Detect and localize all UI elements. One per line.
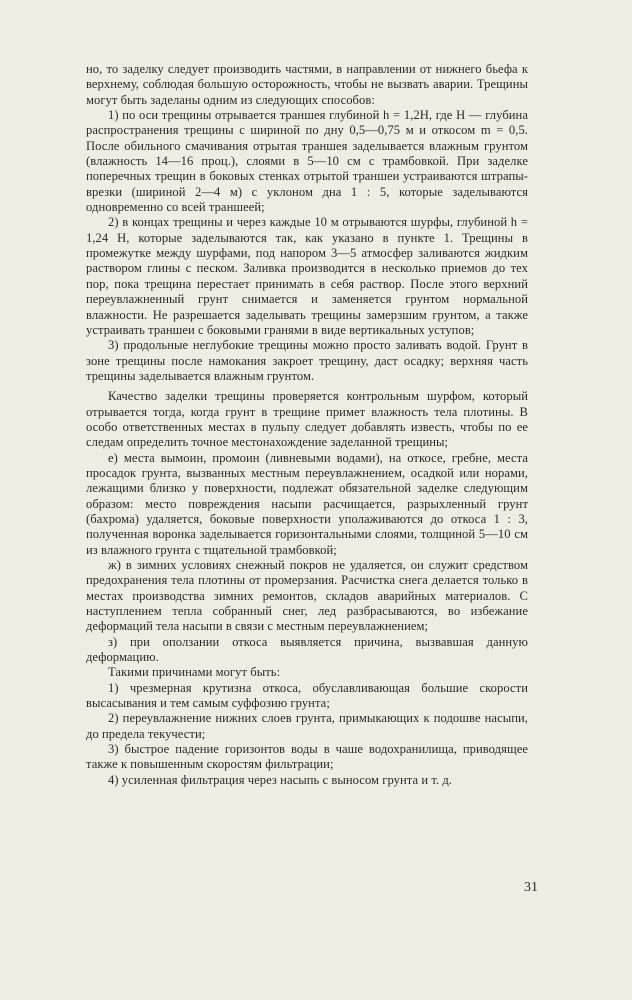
paragraph-cause-4: 4) усиленная фильтрация через насыпь с выносом грунта и т. д. bbox=[108, 772, 452, 787]
paragraph-method-2: 2) в концах трещины и через каждые 10 м отрываются шурфы, глубиной h = 1,24 H, которые заделываются так, как указано в пункте 1. Трещины в промежутке между шурфами, под напором 3—5 атмосфер заливаются жидким раствором глины с песком. Заливка производится в несколько приемов до тех пор, пока трещина перестает принимать в себя раствор. После этого верхний переувлажненный грунт снимается и заменяется грунтом нормальной влажности. Не разрешается заделывать трещины замерзшим грунтом, а также устраивать траншеи с боковыми гранями в виде вертикальных уступов; bbox=[86, 215, 528, 337]
page-number: 31 bbox=[524, 880, 538, 895]
paragraph-causes-intro: Такими причинами могут быть: bbox=[108, 665, 281, 680]
paragraph-continuation: но, то заделку следует производить частями, в направлении от нижнего бьефа к верхнему, соблюдая большую осторожность, чтобы не вызвать аварии. Трещины могут быть заделаны одним из следующих способов: bbox=[86, 62, 528, 107]
paragraph-cause-1: 1) чрезмерная крутизна откоса, обуславливающая большие скорости высасывания и тем самым суффозию грунта; bbox=[86, 680, 528, 711]
paragraph-cause-3: 3) быстрое падение горизонтов воды в чаше водохранилища, приводящее также к повышенным скоростям фильтрации; bbox=[86, 742, 528, 772]
paragraph-method-3: 3) продольные неглубокие трещины можно просто заливать водой. Грунт в зоне трещины после намокания закроет трещину, даст осадку; верхняя часть трещины заделывается влажным грунтом. bbox=[86, 338, 528, 383]
paragraph-cause-2: 2) переувлажнение нижних слоев грунта, примыкающих к подошве насыпи, до предела текучести; bbox=[86, 711, 528, 741]
paragraph-item-z: з) при оползании откоса выявляется причина, вызвавшая данную деформацию. bbox=[86, 634, 528, 665]
paragraph-item-zh: ж) в зимних условиях снежный покров не удаляется, он служит средством предохранения тела плотины от промерзания. Расчистка снега делается только в местах производства зимних ремонтов, складов аварийных материалов. С наступлением тепла собранный снег, лед разбрасываются, во избежание деформаций тела насыпи в связи с местным переувлажнением; bbox=[86, 558, 528, 634]
body-text bbox=[86, 62, 528, 788]
paragraph-item-e: е) места вымоин, промоин (ливневыми водами), на откосе, гребне, места просадок грунта, вызванных местным переувлажнением, осадкой или норами, лежащими близко у поверхности, подлежат обязательной заделке следующим образом: место повреждения насыпи расчищается, разрыхленный грунт (бахрома) удаляется, боковые поверхности уполаживаются до откоса 1 : 3, полученная воронка заделывается горизонтальными слоями, толщиной 5—10 см из влажного грунта с тщательной трамбовкой; bbox=[86, 450, 528, 557]
paragraph-quality-check: Качество заделки трещины проверяется контрольным шурфом, который отрывается тогда, когда грунт в трещине примет влажность тела плотины. В особо ответственных местах в пульпу следует добавлять известь, чтобы по ее следам определить точное местонахождение заделанной трещины; bbox=[86, 389, 528, 450]
paragraph-method-1: 1) по оси трещины отрывается траншея глубиной h = 1,2H, где H — глубина распространения трещины с шириной по дну 0,5—0,75 м и откосом m = 0,5. После обильного смачивания отрытая траншея заделывается влажным грунтом (влажность 14—16 проц.), слоями в 5—10 см с трамбовкой. При заделке поперечных трещин в боковых стенках отрытой траншеи устраиваются штрапы-врезки (шириной 2—4 м) с уклоном дна 1 : 5, которые заделываются одновременно со всей траншеей; bbox=[86, 108, 528, 215]
